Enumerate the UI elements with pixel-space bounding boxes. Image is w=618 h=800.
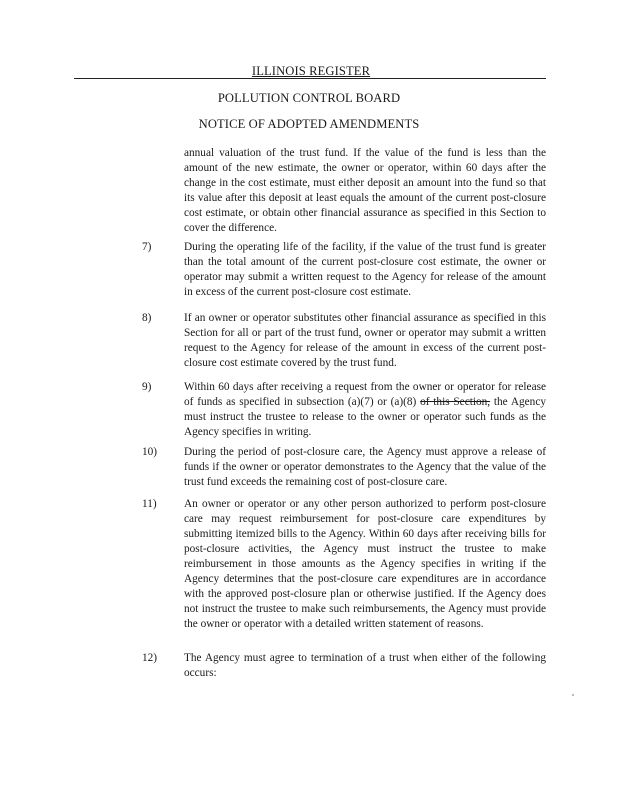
item-text-12: The Agency must agree to termination of a trust when either of the following occurs: <box>184 652 546 679</box>
notice-title: NOTICE OF ADOPTED AMENDMENTS <box>198 117 420 131</box>
item-number-10: 10) <box>142 446 158 458</box>
item-9-struck-text: of this Section, <box>420 396 491 408</box>
item-number-12: 12) <box>142 652 158 664</box>
scan-speck <box>572 694 574 696</box>
item-text-10: During the period of post-closure care, the Agency must approve a release of funds if the owner or operator demonstrates to the Agency that the value of the trust fund exceeds the remaining cost of post-closure care. <box>184 446 546 488</box>
register-title: ILLINOIS REGISTER <box>251 64 371 78</box>
item-number-7: 7) <box>142 241 152 253</box>
item-9-text-before: Within 60 days after receiving a request from the owner or operator for release of funds as specified in subsection (a)(7) or (a)(8) <box>184 381 546 408</box>
continuation-paragraph: annual valuation of the trust fund. If the value of the fund is less than the amount of the new estimate, the owner or operator, within 60 days after the change in the cost estimate, must either deposit an amount into the fund so that its value after this deposit at least equals the amount of the current post-closure cost estimate, or obtain other financial assurance as specified in this Section to cover the difference. <box>184 147 546 234</box>
item-text-11: An owner or operator or any other person authorized to perform post-closure care may request reimbursement for post-closure care expenditures by submitting itemized bills to the Agency. Within 60 days after receiving bills for post-closure activities, the Agency must instruct the trustee to make reimbursement in those amounts as the Agency specifies in writing if the Agency determines that the post-closure care expenditures are in accordance with the approved post-closure plan or otherwise justified. If the Agency does not instruct the trustee to make such reimbursements, the Agency must provide the owner or operator with a detailed written statement of reasons. <box>184 498 546 630</box>
item-9-text-after: the Agency must instruct the trustee to release to the owner or operator such funds as the Agency specifies in writing. <box>184 396 546 438</box>
item-text-9 <box>184 380 546 440</box>
item-text-8: If an owner or operator substitutes other financial assurance as specified in this Section for all or part of the trust fund, owner or operator may submit a written request to the Agency for release of the amount in excess of the current post-closure cost estimate covered by the trust fund. <box>184 312 546 369</box>
item-number-11: 11) <box>142 498 157 510</box>
item-text-7: During the operating life of the facility, if the value of the trust fund is greater than the total amount of the current post-closure cost estimate, the owner or operator may submit a written request to the Agency for release of the amount in excess of the current post-closure cost estimate. <box>184 241 546 298</box>
board-title: POLLUTION CONTROL BOARD <box>217 91 401 105</box>
item-number-9: 9) <box>142 381 152 393</box>
header-rule <box>74 78 546 79</box>
item-number-8: 8) <box>142 312 152 324</box>
